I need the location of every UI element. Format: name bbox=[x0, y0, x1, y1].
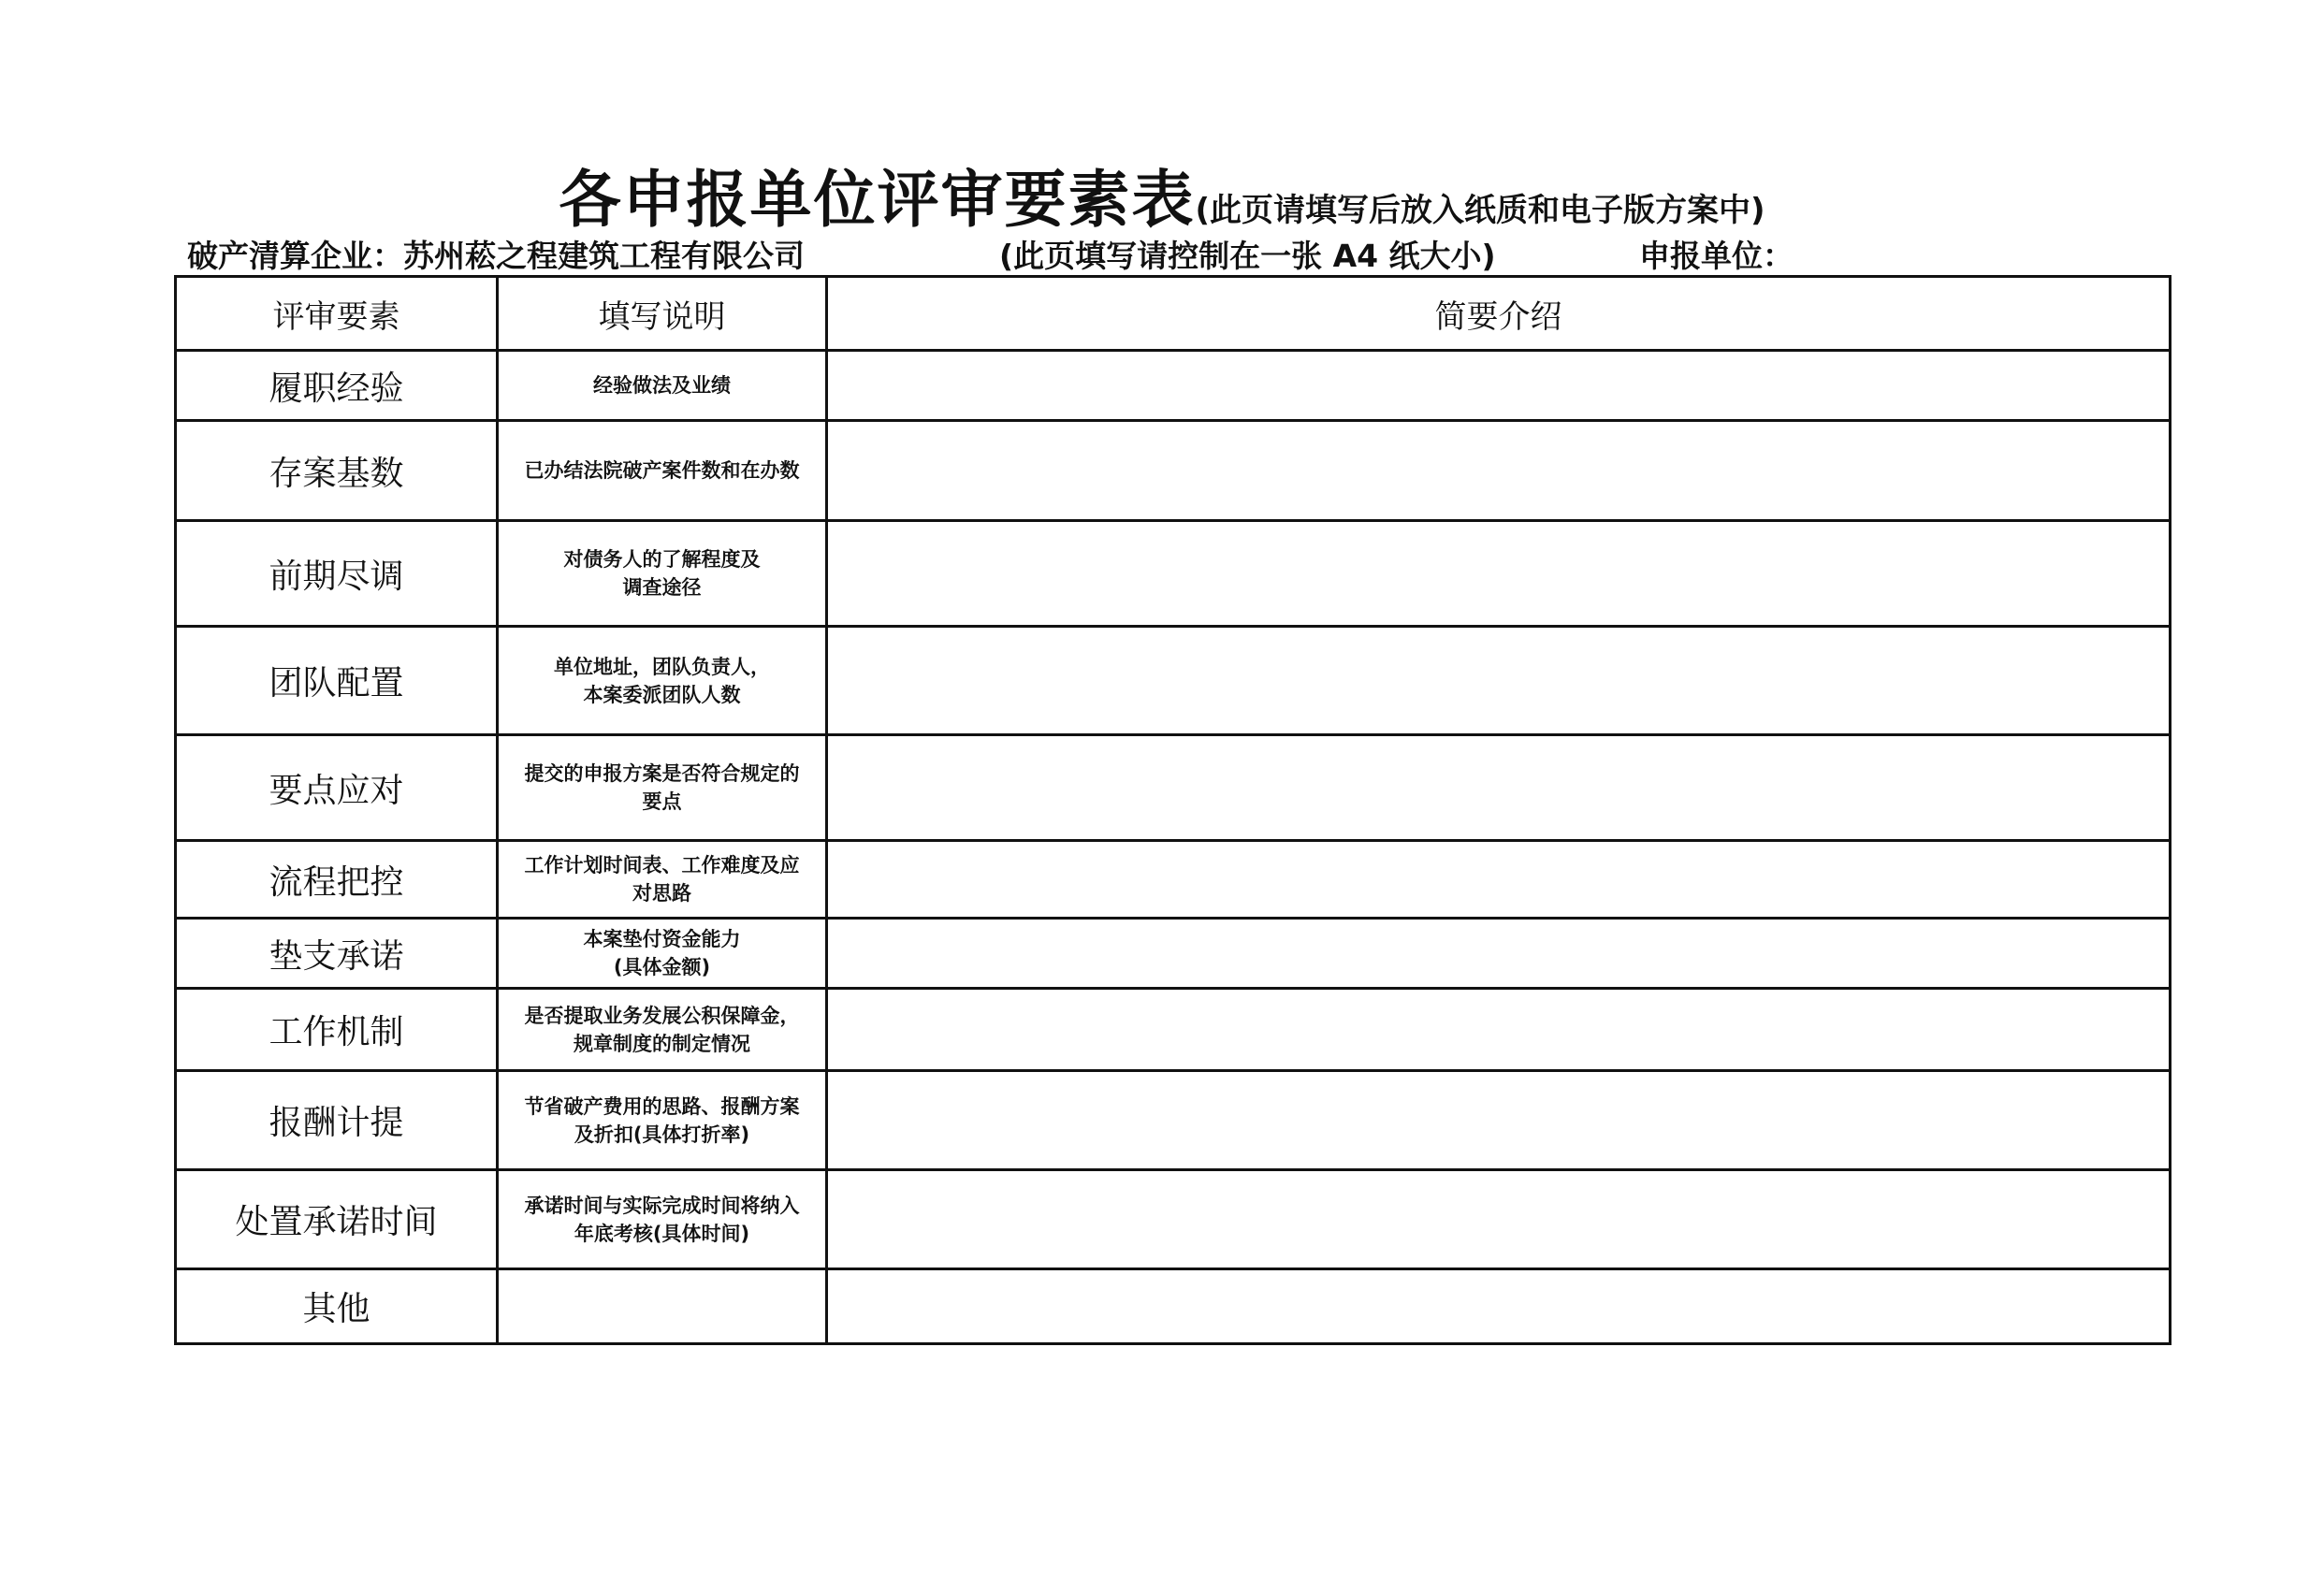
instruction-line: 提交的申报方案是否符合规定的 bbox=[524, 762, 800, 785]
summary-cell[interactable] bbox=[827, 735, 2171, 841]
instruction bbox=[498, 841, 827, 919]
instruction bbox=[498, 351, 827, 421]
review-elements-table bbox=[174, 275, 2171, 1345]
instruction bbox=[498, 1071, 827, 1170]
instruction-line: 规章制度的制定情况 bbox=[574, 1032, 750, 1055]
instruction-line: 经验做法及业绩 bbox=[593, 374, 731, 397]
summary-cell[interactable] bbox=[827, 421, 2171, 521]
summary-cell[interactable] bbox=[827, 919, 2171, 989]
page-size-note: (此页填写请控制在一张 A4 纸大小) bbox=[999, 238, 1496, 274]
review-element: 处置承诺时间 bbox=[176, 1170, 498, 1269]
document-title bbox=[0, 150, 2324, 239]
instruction-line: 年底考核(具体时间) bbox=[574, 1222, 750, 1245]
instruction bbox=[498, 1170, 827, 1269]
table-header-row bbox=[176, 277, 2171, 351]
summary-cell[interactable] bbox=[827, 1170, 2171, 1269]
summary-cell[interactable] bbox=[827, 841, 2171, 919]
instruction-line: 承诺时间与实际完成时间将纳入 bbox=[524, 1194, 800, 1217]
table-row bbox=[176, 1071, 2171, 1170]
instruction-line: 单位地址，团队负责人， bbox=[554, 655, 770, 678]
instruction bbox=[498, 735, 827, 841]
instruction-line: 本案委派团队人数 bbox=[583, 683, 741, 706]
review-element: 流程把控 bbox=[176, 841, 498, 919]
instruction-line: 及折扣(具体打折率) bbox=[574, 1123, 750, 1146]
instruction-line: (具体金额) bbox=[613, 956, 711, 978]
instruction bbox=[498, 521, 827, 627]
table-row bbox=[176, 735, 2171, 841]
summary-cell[interactable] bbox=[827, 989, 2171, 1071]
instruction bbox=[498, 989, 827, 1071]
table-row bbox=[176, 627, 2171, 735]
instruction-line: 对债务人的了解程度及 bbox=[563, 548, 761, 571]
instruction-line: 节省破产费用的思路、报酬方案 bbox=[524, 1094, 800, 1118]
table-row bbox=[176, 989, 2171, 1071]
table-row bbox=[176, 351, 2171, 421]
company-label: 破产清算企业：苏州菘之程建筑工程有限公司 bbox=[187, 238, 805, 274]
review-element: 团队配置 bbox=[176, 627, 498, 735]
instruction-line: 已办结法院破产案件数和在办数 bbox=[524, 459, 800, 482]
review-element: 要点应对 bbox=[176, 735, 498, 841]
instruction-line: 工作计划时间表、工作难度及应 bbox=[524, 854, 800, 876]
header-summary: 简要介绍 bbox=[827, 277, 2171, 351]
review-element: 其他 bbox=[176, 1269, 498, 1344]
review-element: 垫支承诺 bbox=[176, 919, 498, 989]
review-element: 前期尽调 bbox=[176, 521, 498, 627]
instruction-line: 是否提取业务发展公积保障金， bbox=[524, 1004, 800, 1027]
table-row bbox=[176, 919, 2171, 989]
table-row bbox=[176, 841, 2171, 919]
title-main: 各申报单位评审要素表 bbox=[559, 164, 1196, 236]
header-review-element: 评审要素 bbox=[176, 277, 498, 351]
instruction[interactable] bbox=[498, 1269, 827, 1344]
summary-cell[interactable] bbox=[827, 1269, 2171, 1344]
summary-cell[interactable] bbox=[827, 351, 2171, 421]
review-element: 存案基数 bbox=[176, 421, 498, 521]
table-row bbox=[176, 421, 2171, 521]
summary-cell[interactable] bbox=[827, 521, 2171, 627]
review-element: 报酬计提 bbox=[176, 1071, 498, 1170]
table-row bbox=[176, 1269, 2171, 1344]
instruction-line: 对思路 bbox=[632, 882, 691, 905]
applicant-unit-label: 申报单位： bbox=[1639, 238, 1794, 274]
instruction bbox=[498, 627, 827, 735]
title-note: (此页请填写后放入纸质和电子版方案中) bbox=[1195, 192, 1765, 229]
table-row bbox=[176, 521, 2171, 627]
instruction-line: 调查途径 bbox=[622, 576, 702, 599]
header-instruction: 填写说明 bbox=[498, 277, 827, 351]
summary-cell[interactable] bbox=[827, 1071, 2171, 1170]
review-element: 履职经验 bbox=[176, 351, 498, 421]
instruction bbox=[498, 919, 827, 989]
instruction-line: 本案垫付资金能力 bbox=[583, 928, 741, 950]
instruction-line: 要点 bbox=[642, 790, 682, 813]
summary-cell[interactable] bbox=[827, 627, 2171, 735]
table-row bbox=[176, 1170, 2171, 1269]
instruction bbox=[498, 421, 827, 521]
review-element: 工作机制 bbox=[176, 989, 498, 1071]
